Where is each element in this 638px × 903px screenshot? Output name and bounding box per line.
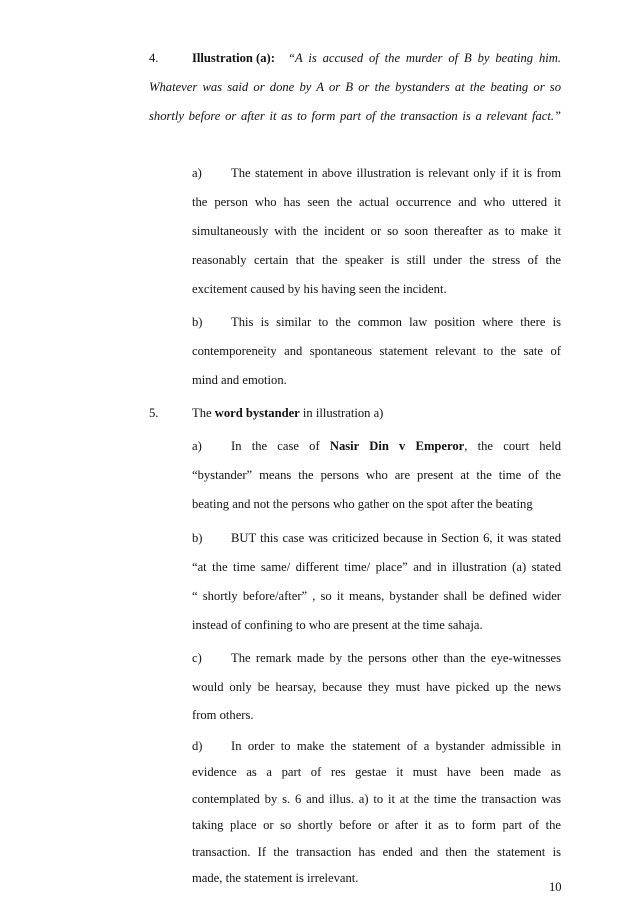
paragraph-line: “bystander” means the persons who are present at the time of the <box>192 468 561 482</box>
paragraph-line: mind and emotion. <box>192 373 287 387</box>
paragraph-line: The remark made by the persons other than the eye-witnesses <box>231 651 561 665</box>
paragraph-line: “ shortly before/after” , so it means, bystander shall be defined wider <box>192 589 561 603</box>
paragraph-line: excitement caused by his having seen the incident. <box>192 282 447 296</box>
paragraph-line: In order to make the statement of a bystander admissible in <box>231 738 561 753</box>
sub-item-marker: a) <box>192 166 202 180</box>
paragraph-line: instead of confining to who are present at the time sahaja. <box>192 618 483 632</box>
paragraph-line: reasonably certain that the speaker is still under the stress of the <box>192 253 561 267</box>
paragraph-line: BUT this case was criticized because in Section 6, it was stated <box>231 531 561 545</box>
sub-item-marker: b) <box>192 315 203 329</box>
paragraph-line: simultaneously with the incident or so soon thereafter as to make it <box>192 224 561 238</box>
paragraph-line: “at the time same/ different time/ place” and in illustration (a) stated <box>192 560 561 574</box>
paragraph-line: The statement in above illustration is relevant only if it is from <box>231 166 561 180</box>
paragraph-line: evidence as a part of res gestae it must have been made as <box>192 765 561 779</box>
case-name: Nasir Din v Emperor <box>329 439 465 453</box>
paragraph-line: This is similar to the common law position where there is <box>231 315 561 329</box>
item-heading: The word bystander in illustration a) <box>192 406 384 420</box>
paragraph-line: beating and not the persons who gather on the spot after the beating <box>192 497 533 511</box>
paragraph-line: contemporeneity and spontaneous statement relevant to the sate of <box>192 344 561 358</box>
sub-item-marker: a) <box>192 439 202 453</box>
sub-item-marker: b) <box>192 531 203 545</box>
paragraph-line: taking place or so shortly before or after it as to form part of the <box>192 818 561 832</box>
sub-item-marker: c) <box>192 651 202 665</box>
paragraph-line: the person who has seen the actual occurrence and who uttered it <box>192 195 561 209</box>
quote-line: shortly before or after it as to form part of the transaction is a relevant fact.” <box>149 109 561 123</box>
quote-line: “A is accused of the murder of B by beating him. <box>288 51 561 65</box>
sub-item-marker: d) <box>192 738 203 753</box>
paragraph-line: transaction. If the transaction has ended and then the statement is <box>192 844 561 859</box>
paragraph-line: would only be hearsay, because they must have picked up the news <box>192 680 561 694</box>
page-number: 10 <box>549 880 562 894</box>
item-label <box>192 50 275 66</box>
paragraph-line: contemplated by s. 6 and illus. a) to it at the time the transaction was <box>192 791 561 806</box>
item-number: 4. <box>149 51 159 65</box>
paragraph-line: In the case of Nasir Din v Emperor, the court held <box>231 439 561 453</box>
item-number: 5. <box>149 406 159 420</box>
quote-line: Whatever was said or done by A or B or the bystanders at the beating or so <box>149 80 561 94</box>
paragraph-line: made, the statement is irrelevant. <box>192 871 359 885</box>
illustration-label: Illustration (a): <box>192 51 275 65</box>
paragraph-line: from others. <box>192 708 254 723</box>
